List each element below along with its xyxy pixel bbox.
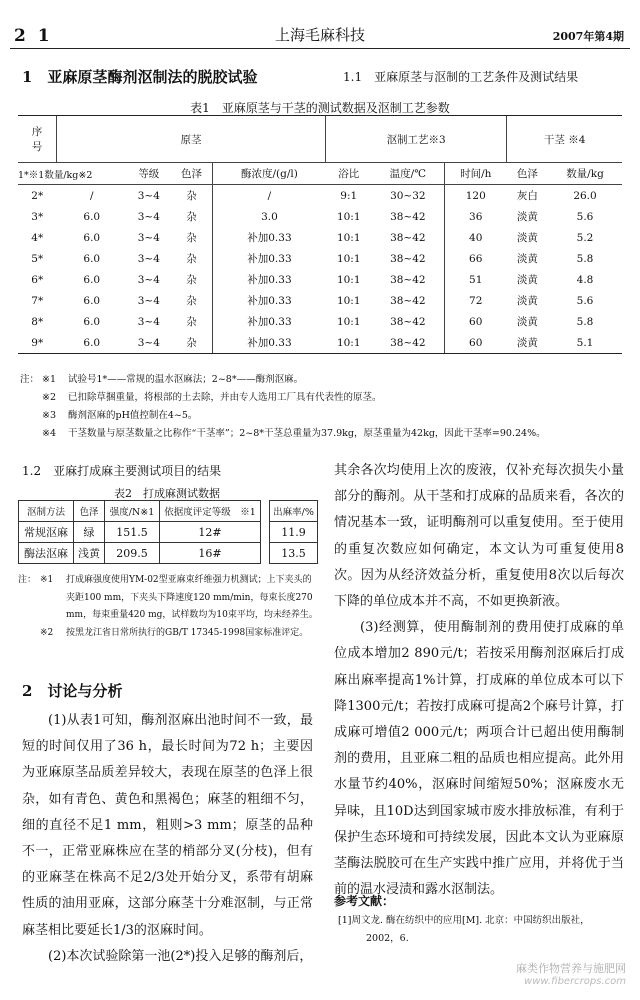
table1-cell: 5* [31, 252, 44, 265]
table1-cell: 淡黄 [507, 332, 548, 354]
table1-cell: 淡黄 [516, 274, 538, 286]
table1-cell: 2* [31, 189, 44, 202]
table2-cell: 13.5 [270, 543, 318, 564]
header-rule [10, 48, 630, 49]
table2-cell: 16# [160, 543, 261, 564]
subsection-1-2-title: 1.2 亚麻打成麻主要测试项目的结果 [22, 464, 222, 478]
table1-cell: 补加0.33 [213, 332, 326, 354]
note-text: 已扣除草捆重量，将根部的土去除，并由专人选用工厂具有代表性的原茎。 [68, 392, 382, 403]
table1-cell: 38~42 [390, 231, 426, 244]
body-right-column [334, 458, 624, 903]
note-mark: ※4 [42, 428, 57, 439]
table1-cell: 36 [444, 206, 507, 227]
table1-cell: 9:1 [340, 189, 358, 202]
table1-cell: 38~42 [390, 294, 426, 307]
table1-cell: 淡黄 [516, 211, 538, 223]
table1-cell: 72 [444, 290, 507, 311]
subsection-1-1-title: 1.1 亚麻原茎与沤制的工艺条件及测试结果 [343, 70, 579, 84]
paragraph: (2)本次试验除第一池(2*)投入足够的酶剂后， [48, 948, 313, 964]
table1-cell: 10:1 [336, 294, 361, 307]
table2-header-row [19, 501, 318, 522]
page-number: 2 1 [14, 26, 53, 46]
table1-title: 表1 亚麻原茎与干茎的测试数据及沤制工艺参数 [190, 101, 450, 115]
table1-cell: 杂 [186, 190, 197, 202]
table1-cell: 5.2 [576, 231, 594, 244]
table1-cell: 6* [31, 273, 44, 286]
table2-cell: 浅黄 [74, 543, 105, 564]
table2-cell: 绿 [74, 522, 105, 543]
note-text: 酶剂沤麻的pH值控制在4~5。 [68, 410, 198, 421]
table1-cell: 5.1 [548, 332, 622, 354]
table2-cell: 12# [160, 522, 261, 543]
table1-row [18, 269, 622, 290]
note-text: 按黑龙江省日常所执行的GB/T 17345-1998国家标准评定。 [66, 627, 309, 638]
table1-col-header: 数量/kg [548, 163, 622, 185]
table1-cell: 补加0.33 [213, 269, 326, 290]
section-1-title: 1 亚麻原茎酶剂沤制法的脱胶试验 [22, 68, 258, 86]
table1-col-header-row [18, 163, 622, 185]
table1-group-dry: 干茎 ※4 [507, 116, 622, 163]
table1-cell: 灰白 [516, 190, 538, 202]
note-mark: ※1 [42, 374, 57, 385]
note-mark: ※1 [40, 575, 54, 585]
note-mark: ※3 [42, 410, 57, 421]
table1-cell: 淡黄 [516, 253, 538, 265]
table1-cell: 38~42 [372, 332, 444, 354]
table1-cell: 淡黄 [516, 295, 538, 307]
table1-cell: / [89, 189, 94, 202]
table1-cell: 杂 [186, 253, 197, 265]
table1-cell: 5.8 [576, 252, 594, 265]
table1-row [18, 206, 622, 227]
table1-cell: 38~42 [390, 252, 426, 265]
table1-cell: 8* [31, 315, 44, 328]
table2-row [19, 522, 318, 543]
table1-cell: 6.0 [57, 332, 128, 354]
table1-cell: 杂 [171, 332, 213, 354]
table1 [18, 115, 622, 354]
table1-cell: 3* [31, 210, 44, 223]
table1-cell: 38~42 [390, 210, 426, 223]
table1-group-id: 序 号 [18, 116, 57, 163]
table1-cell: 6.0 [83, 273, 101, 286]
paragraph: (1)从表1可知，酶剂沤麻出池时间不一致，最短的时间仅用了36 h，最长时间为72 h；主要因为亚麻原茎品质差异较大，表现在原茎的色泽上很杂，如有青色、黄色和黑褐色；麻茎的粗细不匀，细的直径不足1 mm，粗则>3 mm；原茎的品种不一，正常亚麻株应在茎的梢部分叉(分枝)，但有的亚麻茎在株高不足2/3处开始分叉，系带有胡麻性质的油用亚麻，这部分麻茎十分难沤制，与正常麻茎相比要延长1/3的沤麻时间。 [22, 713, 313, 938]
table1-cell: 26.0 [573, 189, 597, 202]
watermark-text: 麻类作物营养与施肥网 [516, 962, 626, 975]
table1-cell: 淡黄 [516, 316, 538, 328]
note-mark: ※2 [40, 627, 54, 638]
table1-body [18, 185, 622, 354]
table2-cell: 酶法沤麻 [19, 543, 74, 564]
table1-group-stem: 原茎 [57, 116, 326, 163]
table2 [18, 500, 318, 564]
table1-col-header: 色泽 [171, 163, 213, 185]
table1-cell: 3~4 [137, 273, 160, 286]
table1-cell: 7* [31, 294, 44, 307]
table1-cell: 4* [31, 231, 44, 244]
table1-cell: 补加0.33 [213, 290, 326, 311]
table1-cell: 10:1 [326, 332, 372, 354]
table1-cell: 6.0 [83, 252, 101, 265]
note-text: 试验号1*——常规的温水沤麻法；2~8*——酶剂沤麻。 [68, 374, 304, 385]
table1-cell: 10:1 [336, 273, 361, 286]
table1-col-header: 温度/℃ [372, 163, 444, 185]
table1-cell: 60 [444, 311, 507, 332]
table2-cell: 11.9 [270, 522, 318, 543]
table2-row [19, 543, 318, 564]
table1-note [20, 425, 625, 443]
table1-cell: 6.0 [83, 315, 101, 328]
note-text: 打成麻强度使用YM-02型亚麻束纤维强力机测试；上下夹头的夹距100 mm，下夹头下降速度120 mm/min，每束长度270 mm，每束重量420 mg，试样数均为10束平均，均未经养生。 [66, 575, 318, 620]
table1-cell: 杂 [186, 316, 197, 328]
references-title: 参考文献： [334, 894, 395, 908]
table1-cell: 38~42 [390, 273, 426, 286]
table2-body [19, 522, 318, 564]
table1-notes [20, 371, 625, 443]
table1-cell: 5.6 [576, 210, 594, 223]
table2-note [18, 625, 318, 643]
table1-cell: 10:1 [336, 210, 361, 223]
table1-cell: 10:1 [336, 252, 361, 265]
table1-cell: 60 [444, 332, 507, 354]
table1-col-header: 等级 [127, 163, 171, 185]
reference-item [338, 912, 628, 948]
table2-col-header: 强度/N※1 [105, 501, 160, 522]
table1-cell: 120 [444, 185, 507, 207]
table2-col-header: 色泽 [74, 501, 105, 522]
table1-cell: 淡黄 [516, 232, 538, 244]
table1-cell: / [213, 185, 326, 207]
journal-name: 上海毛麻科技 [274, 26, 365, 44]
table1-row [18, 311, 622, 332]
table1-cell: 3~4 [137, 252, 160, 265]
table1-cell: 杂 [186, 295, 197, 307]
table1-group-process: 沤制工艺※3 [326, 116, 507, 163]
table1-cell: 补加0.33 [213, 227, 326, 248]
table1-cell: 51 [444, 269, 507, 290]
table1-cell: 6.0 [83, 294, 101, 307]
table2-cell: 常规沤麻 [19, 522, 74, 543]
table1-cell: 3~4 [137, 210, 160, 223]
table1-cell: 66 [444, 248, 507, 269]
table1-cell: 3~4 [137, 231, 160, 244]
table1-cell: 补加0.33 [213, 248, 326, 269]
table1-cell: 3~4 [127, 332, 171, 354]
table1-col-header: 浴比 [326, 163, 372, 185]
body-left-column [22, 708, 313, 970]
table1-note [20, 371, 625, 389]
table1-row [18, 248, 622, 269]
note-lead: 注： [18, 575, 37, 585]
table1-cell: 9* [18, 332, 57, 354]
table1-col-header: 时间/h [444, 163, 507, 185]
table1-col-header: 酶浓度/(g/l) [213, 163, 326, 185]
paragraph: (3)经测算，使用酶制剂的费用使打成麻的单位成本增加2 890元/t；若按采用酶剂沤麻后打成麻出麻率提高1%计算，打成麻的单位成本可以下降1300元/t；若按打成麻可提高2个麻号计算，打成麻可增值2 000元/t；两项合计已超出使用酶制剂的费用，且亚麻二粗的品质也相应提高。此外用水量节约40%，沤麻时间缩短50%；沤麻废水无异味，且10D达到国家城市废水排放标准，有利于保护生态环境和可持续发展，因此本文认为亚麻原茎酶法脱胶可在生产实践中推广应用，并将优于当前的温水浸渍和露水沤制法。 [334, 620, 624, 898]
table1-cell: 3.0 [213, 206, 326, 227]
watermark-url: www.fibercrops.com [524, 976, 626, 987]
table2-notes [18, 572, 318, 642]
table2-note [18, 572, 318, 625]
table1-cell: 4.8 [576, 273, 594, 286]
table1-cell: 3~4 [137, 294, 160, 307]
paragraph: 其余各次均使用上次的废液，仅补充每次损失小量部分的酶剂。从干茎和打成麻的品质来看，各次的情况基本一致，证明酶剂可以重复使用。至于使用的重复次数应如何确定，本文认为可重复使用8次。因为从经济效益分析，重复使用8次以后每次下降的单位成本并不高，不如更换新液。 [334, 463, 624, 610]
table1-cell: 10:1 [336, 315, 361, 328]
table1-col-header: 数量/kg※2 [44, 169, 93, 181]
table1-cell: 杂 [186, 274, 197, 286]
table2-cell: 151.5 [105, 522, 160, 543]
table2-cell: 209.5 [105, 543, 160, 564]
table1-row [18, 290, 622, 311]
table1-cell: 38~42 [390, 315, 426, 328]
section-2-title: 2 讨论与分析 [22, 682, 123, 700]
table1-cell: 10:1 [336, 231, 361, 244]
table1-cell: 5.6 [576, 294, 594, 307]
table1-cell: 补加0.33 [213, 311, 326, 332]
table1-note [20, 389, 625, 407]
table1-row [18, 185, 622, 207]
table2-col-header: 出麻率/% [270, 501, 318, 522]
table2-col-header: 依据度评定等级 ※1 [160, 501, 261, 522]
table1-col-header: 1*※1 [18, 169, 45, 181]
note-lead: 注： [20, 374, 40, 385]
reference-line: [1]周文龙. 酶在纺织中的应用[M]. 北京：中国纺织出版社， [338, 915, 590, 926]
table1-cell: 杂 [186, 232, 197, 244]
table1-cell: 3~4 [137, 315, 160, 328]
table2-col-header: 沤制方法 [19, 501, 74, 522]
table1-cell: 3~4 [137, 189, 160, 202]
table1-note [20, 407, 625, 425]
note-mark: ※2 [42, 392, 57, 403]
table1-cell: 40 [444, 227, 507, 248]
table1-row [18, 332, 622, 354]
reference-line: 2002，6. [366, 933, 409, 944]
table1-cell: 6.0 [83, 210, 101, 223]
table1-cell: 5.8 [576, 315, 594, 328]
table2-title: 表2 打成麻测试数据 [114, 487, 220, 500]
table1-cell: 30~32 [390, 189, 426, 202]
table1-col-header: 色泽 [507, 163, 548, 185]
table1-cell: 杂 [186, 211, 197, 223]
issue-label: 2007年第4期 [552, 30, 624, 43]
table1-cell: 6.0 [83, 231, 101, 244]
table1-row [18, 227, 622, 248]
note-text: 干茎数量与原茎数量之比称作“干茎率”；2~8*干茎总重量为37.9kg，原茎重量为42kg，因此干茎率=90.24%。 [68, 428, 546, 439]
